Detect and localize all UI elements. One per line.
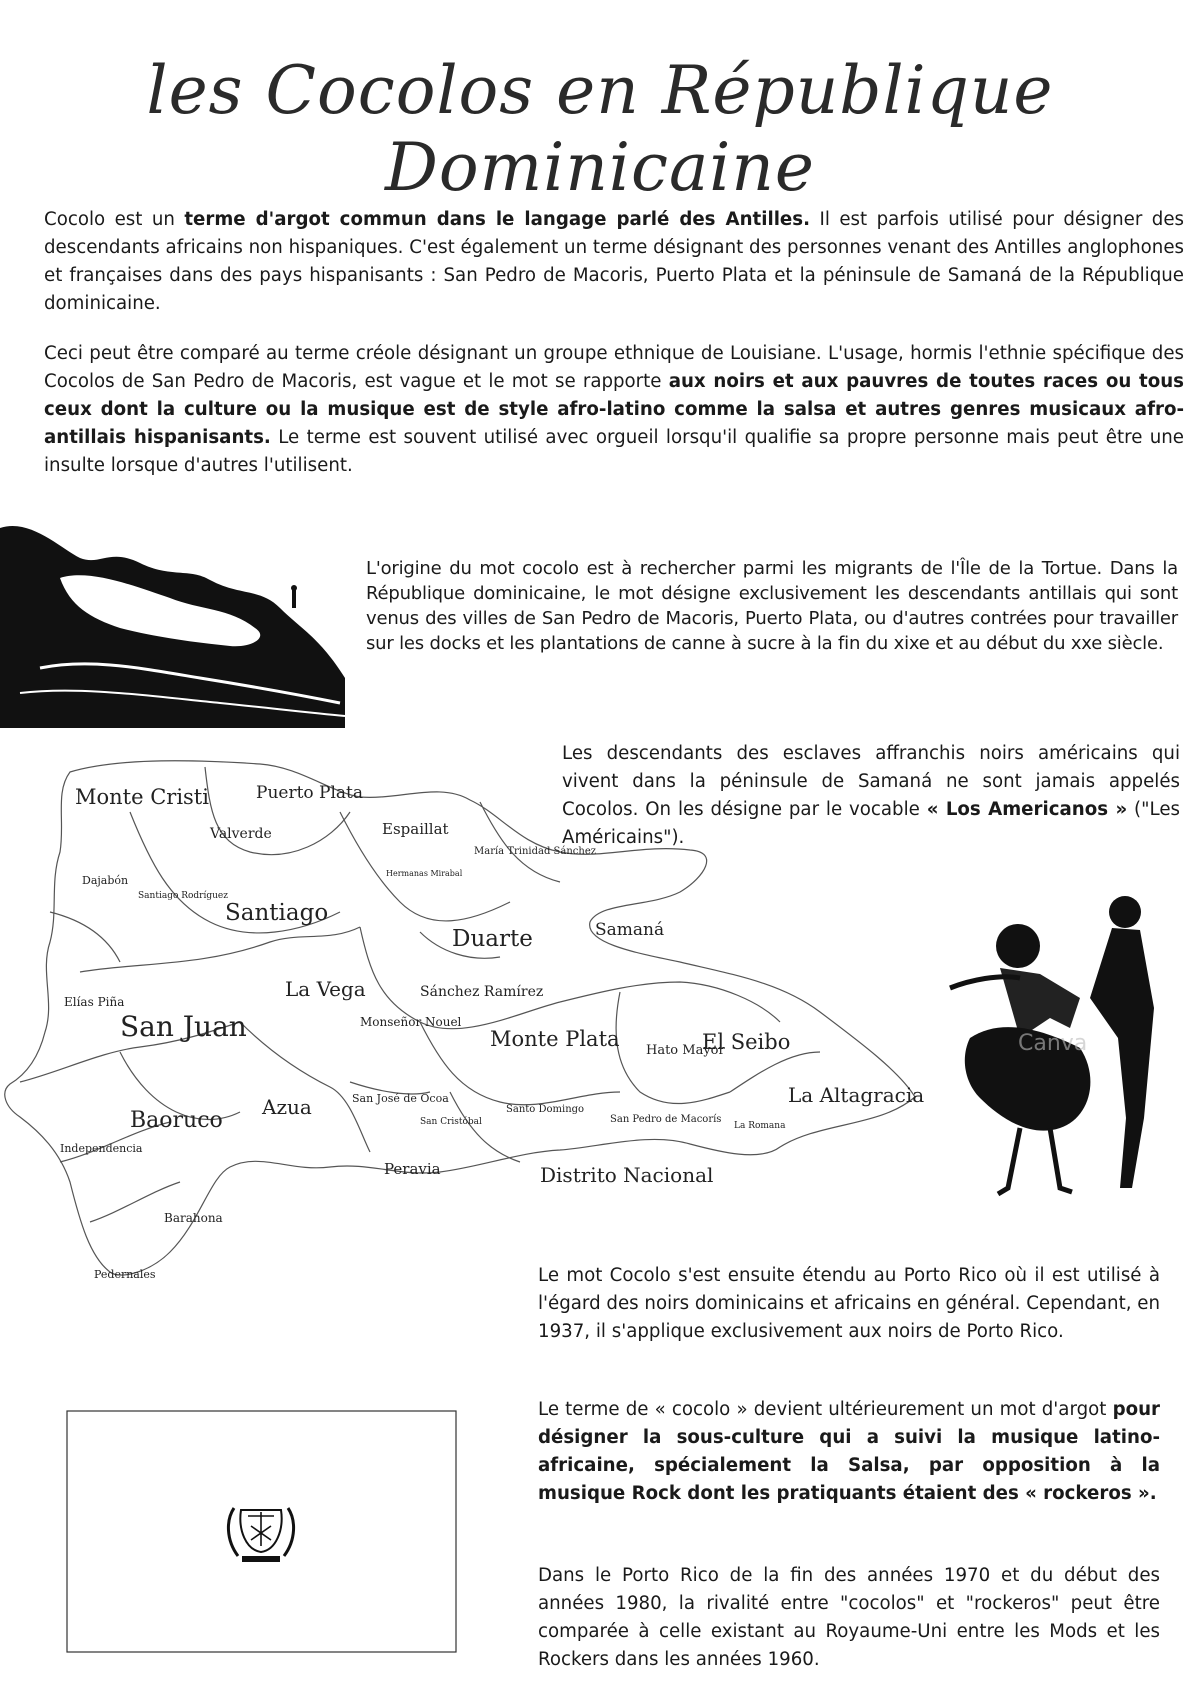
sous-culture-paragraph: [538, 1396, 1160, 1508]
text-run: Le terme est souvent utilisé avec orgueil lorsqu'il qualifie sa propre personne mais peut être une insulte lorsque d'autres l'utilisent.: [44, 427, 1184, 476]
map-label-la-altagracia: La Altagracia: [788, 1083, 925, 1107]
origin-paragraph: L'origine du mot cocolo est à rechercher parmi les migrants de l'Île de la Tortue. Dans la République dominicaine, le mot désigne exclusivement les descendants antillais qui sont venus des villes de San Pedro de Macoris, Puerto Plata, ou d'autres contrées pour travailler sur les docks et les plantations de canne à sucre à la fin du xixe et au début du xxe siècle.: [366, 558, 1178, 654]
map-label-barahona: Barahona: [164, 1211, 223, 1225]
map-label-monsenor-nouel: Monseñor Nouel: [360, 1015, 462, 1029]
text-run: Les descendants des esclaves affranchis noirs américains qui vivent dans la péninsule de Samaná ne sont jamais appelés Cocolos. On les désigne par le vocable: [562, 743, 1180, 820]
map-label-monte-plata: Monte Plata: [490, 1027, 620, 1051]
map-label-peravia: Peravia: [384, 1160, 441, 1178]
map-label-sanchez-ramirez: Sánchez Ramírez: [420, 984, 544, 1000]
comparison-paragraph: [44, 340, 1184, 480]
map-label-elias-pina: Elías Piña: [64, 995, 125, 1009]
map-label-san-cristobal: San Cristóbal: [420, 1117, 482, 1127]
text-run: Le terme de « cocolo » devient ultérieurement un mot d'argot: [538, 1399, 1113, 1420]
text-run: Cocolo est un: [44, 209, 185, 230]
rivalite-paragraph: Dans le Porto Rico de la fin des années 1970 et du début des années 1980, la rivalité entre "cocolos" et "rockeros" peut être comparée à celle existant au Royaume-Uni entre les Mods et les Rockers dans les années 1960.: [538, 1565, 1160, 1670]
map-label-azua: Azua: [262, 1095, 312, 1119]
bold-run: terme d'argot commun dans le langage parlé des Antilles.: [184, 209, 811, 230]
map-label-san-juan: San Juan: [120, 1010, 247, 1043]
text-run: Ceci peut être comparé au terme créole désignant un groupe ethnique de Louisiane. L'usage, hormis l'ethnie spécifique des Cocolos de San Pedro de Macoris, est vague et le mot se rapporte: [44, 343, 1184, 392]
americanos-paragraph: [562, 740, 1180, 852]
map-label-san-jose-de-ocoa: San José de Ocoa: [352, 1092, 449, 1105]
bold-run: pour désigner la sous-culture qui a suivi la musique latino-africaine, spécialement la Salsa, par opposition à la musique Rock dont les pratiquants étaient des « rockeros ».: [538, 1399, 1160, 1504]
map-label-samana: Samaná: [595, 920, 665, 940]
text-run: Il est parfois utilisé pour désigner des descendants africains non hispaniques. C'est également un terme désignant des personnes venant des Antilles anglophones et françaises dans des pays hispanisants : San Pedro de Macoris, Puerto Plata et la péninsule de Samaná de la République dominicaine.: [44, 209, 1184, 314]
map-label-baoruco: Baoruco: [130, 1108, 223, 1133]
watermark-text: Canva: [1018, 1031, 1088, 1056]
map-label-la-vega: La Vega: [285, 977, 366, 1001]
map-label-dajabon: Dajabón: [82, 874, 129, 887]
map-label-pedernales: Pedernales: [94, 1268, 156, 1281]
map-label-san-pedro: San Pedro de Macorís: [610, 1114, 722, 1125]
map-label-espaillat: Espaillat: [382, 820, 449, 838]
map-label-maria-trinidad: María Trinidad Sánchez: [474, 846, 597, 857]
map-label-independencia: Independencia: [60, 1142, 143, 1155]
map-label-duarte: Duarte: [452, 926, 533, 952]
intro-paragraph: [44, 206, 1184, 318]
map-label-distrito-nacional: Distrito Nacional: [540, 1163, 714, 1187]
bold-run: aux noirs et aux pauvres de toutes races ou tous ceux dont la culture ou la musique est de style afro-latino comme la salsa et autres genres musicaux afro-antillais hispanisants.: [44, 371, 1184, 448]
map-label-hato-mayor: Hato Mayor: [646, 1043, 725, 1058]
map-label-la-romana: La Romana: [734, 1121, 786, 1131]
porto-rico-paragraph: Le mot Cocolo s'est ensuite étendu au Porto Rico où il est utilisé à l'égard des noirs dominicains et africains en général. Cependant, en 1937, il s'applique exclusivement aux noirs de Porto Rico.: [538, 1265, 1160, 1342]
map-label-puerto-plata: Puerto Plata: [256, 783, 364, 803]
map-label-monte-cristi: Monte Cristi: [75, 785, 209, 809]
map-label-santiago: Santiago: [225, 900, 329, 926]
text-run: ("Les Américains").: [562, 799, 1180, 848]
map-label-santo-domingo: Santo Domingo: [506, 1104, 585, 1115]
dominican-flag-illustration: [66, 1410, 458, 1654]
map-label-valverde: Valverde: [210, 826, 272, 842]
salsa-dancers-illustration: [940, 888, 1180, 1208]
landscape-illustration: [0, 518, 350, 728]
map-label-el-seibo: El Seibo: [702, 1030, 791, 1054]
bold-run: « Los Americanos »: [926, 799, 1128, 820]
map-label-hermanas-mirabal: Hermanas Mirabal: [386, 869, 463, 878]
page-title: les Cocolos en République Dominicaine: [146, 52, 1054, 206]
map-label-santiago-rodriguez: Santiago Rodríguez: [138, 891, 228, 901]
